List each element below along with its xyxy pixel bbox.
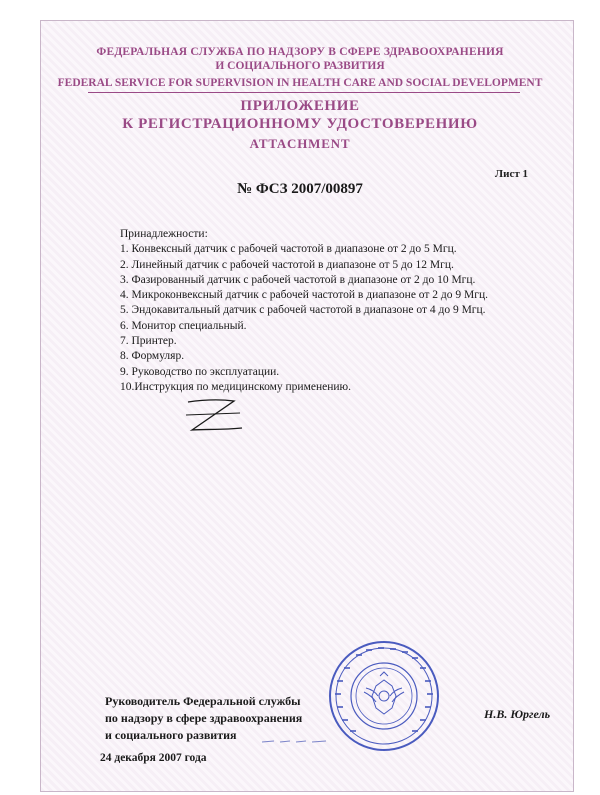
list-item: 8. Формуляр.: [120, 350, 185, 363]
title-line1: ПРИЛОЖЕНИЕ: [240, 98, 360, 114]
title-line2: К РЕГИСТРАЦИОННОМУ УДОСТОВЕРЕНИЮ: [122, 116, 478, 132]
signer-name: Н.В. Юргель: [484, 707, 551, 721]
accessories-list: [120, 227, 540, 395]
signature-stroke: [260, 736, 330, 746]
list-item: 1. Конвексный датчик с рабочей частотой в диапазоне от 2 до 5 Мгц.: [120, 243, 457, 256]
list-item: 2. Линейный датчик с рабочей частотой в диапазоне от 5 до 12 Мгц.: [120, 258, 454, 271]
list-item: 5. Эндокавитальный датчик с рабочей частотой в диапазоне от 4 до 9 Мгц.: [120, 304, 486, 317]
list-item: 9. Руководство по эксплуатации.: [120, 365, 280, 378]
header-en-line: FEDERAL SERVICE FOR SUPERVISION IN HEALTH CARE AND SOCIAL DEVELOPMENT: [57, 77, 543, 89]
document-date: 24 декабря 2007 года: [100, 752, 207, 764]
title-line3: ATTACHMENT: [249, 136, 351, 151]
official-seal-icon: [328, 640, 440, 752]
registration-number: № ФСЗ 2007/00897: [237, 181, 363, 197]
list-item: 6. Монитор специальный.: [120, 319, 247, 332]
list-item: 4. Микроконвексный датчик с рабочей частотой в диапазоне от 2 до 9 Мгц.: [120, 289, 488, 302]
sheet-label: Лист 1: [494, 168, 528, 180]
position-line1: Руководитель Федеральной службы: [105, 694, 301, 708]
list-item: 3. Фазированный датчик с рабочей частотой в диапазоне от 2 до 10 Мгц.: [120, 273, 476, 286]
position-line3: и социального развития: [105, 728, 237, 742]
header-ru-line1: ФЕДЕРАЛЬНАЯ СЛУЖБА ПО НАДЗОРУ В СФЕРЕ ЗДРАВООХРАНЕНИЯ: [96, 46, 504, 58]
accessories-heading: Принадлежности:: [120, 228, 208, 240]
list-item: 10.Инструкция по медицинскому применению.: [120, 380, 352, 393]
list-item: 7. Принтер.: [120, 335, 177, 348]
position-line2: по надзору в сфере здравоохранения: [105, 711, 303, 725]
z-scribble-mark: [182, 396, 246, 436]
header-ru-line2: И СОЦИАЛЬНОГО РАЗВИТИЯ: [215, 60, 385, 72]
header-divider: [88, 92, 520, 93]
